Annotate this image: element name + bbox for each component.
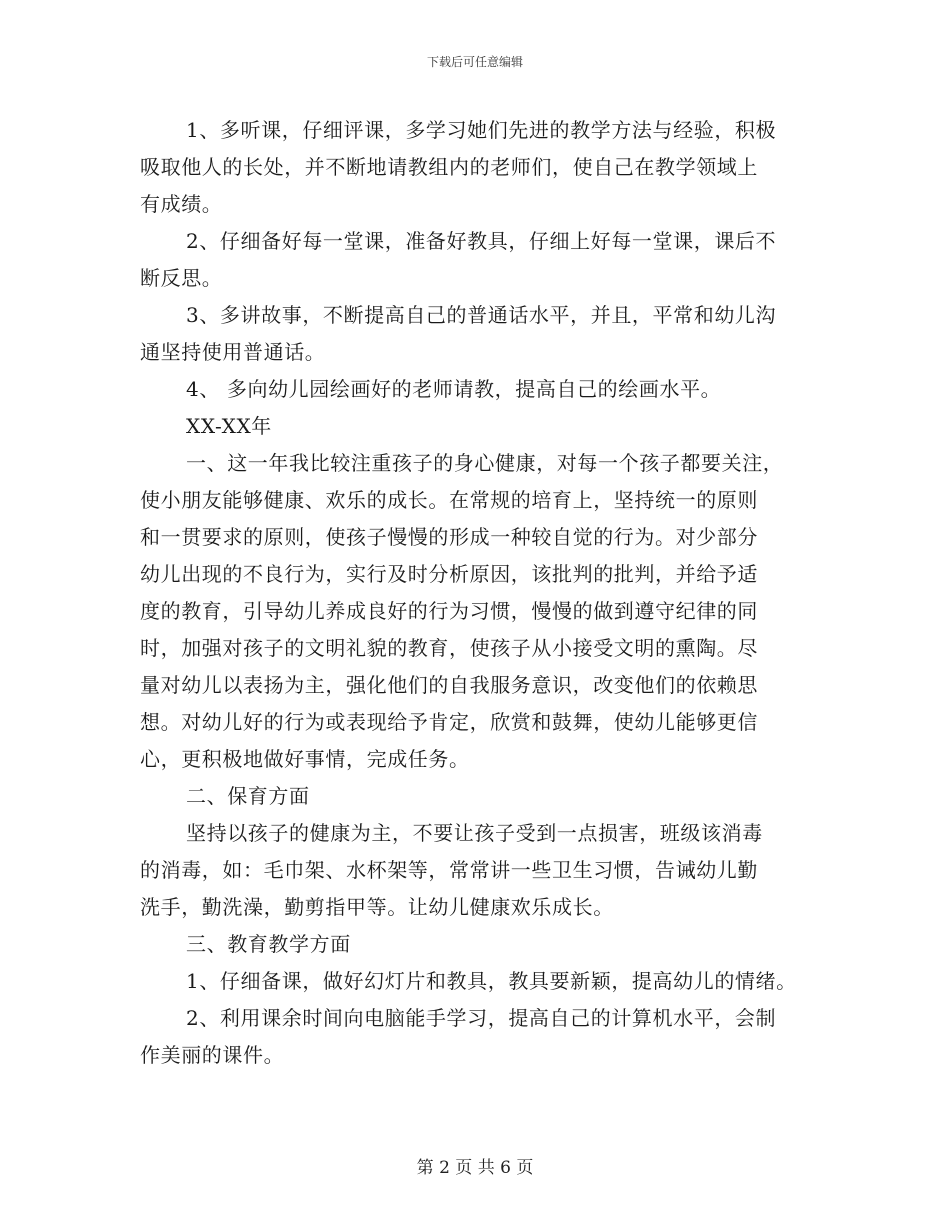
text-line: 4、 多向幼儿园绘画好的老师请教，提高自己的绘画水平。 [186,377,722,401]
text-line: 一、这一年我比较注重孩子的身心健康，对每一个孩子都要关注， [186,451,784,475]
text-line: 作美丽的课件。 [140,1043,285,1067]
text-line: 吸取他人的长处，并不断地请教组内的老师们，使自己在教学领域上 [140,155,758,179]
page-footer: 第 2 页 共 6 页 [416,1158,534,1178]
text-line: 有成绩。 [140,192,223,216]
year-heading: XX-XX年 [186,414,272,438]
text-line: 2、仔细备好每一堂课，准备好教具，仔细上好每一堂课，课后不 [186,229,777,253]
text-line: 量对幼儿以表扬为主，强化他们的自我服务意识，改变他们的依赖思 [140,673,758,697]
text-line: 的消毒，如：毛巾架、水杯架等，常常讲一些卫生习惯，告诫幼儿勤 [140,858,758,882]
text-line: 通坚持使用普通话。 [140,340,326,364]
text-line: 心，更积极地做好事情，完成任务。 [140,747,470,771]
text-line: 坚持以孩子的健康为主，不要让孩子受到一点损害，班级该消毒 [186,821,763,845]
text-line: 3、多讲故事，不断提高自己的普通话水平，并且，平常和幼儿沟 [186,303,777,327]
text-line: 时，加强对孩子的文明礼貌的教育，使孩子从小接受文明的熏陶。尽 [140,636,758,660]
text-line: 2、利用课余时间向电脑能手学习，提高自己的计算机水平，会制 [186,1006,777,1030]
section-heading: 二、保育方面 [186,784,310,808]
section-heading: 三、教育教学方面 [186,932,351,956]
text-line: 1、多听课，仔细评课，多学习她们先进的教学方法与经验，积极 [186,118,777,142]
text-line: 洗手，勤洗澡，勤剪指甲等。让幼儿健康欢乐成长。 [140,895,614,919]
text-line: 幼儿出现的不良行为，实行及时分析原因，该批判的批判，并给予适 [140,562,758,586]
text-line: 1、仔细备课，做好幻灯片和教具，教具要新颖，提高幼儿的情绪。 [186,969,797,993]
text-line: 度的教育，引导幼儿养成良好的行为习惯，慢慢的做到遵守纪律的同 [140,599,758,623]
text-line: 断反思。 [140,266,223,290]
text-line: 想。对幼儿好的行为或表现给予肯定，欣赏和鼓舞，使幼儿能够更信 [140,710,758,734]
text-line: 和一贯要求的原则，使孩子慢慢的形成一种较自觉的行为。对少部分 [140,525,758,549]
text-line: 使小朋友能够健康、欢乐的成长。在常规的培育上，坚持统一的原则 [140,488,758,512]
document-body [140,112,820,1074]
page-header: 下载后可任意编辑 [426,55,523,69]
